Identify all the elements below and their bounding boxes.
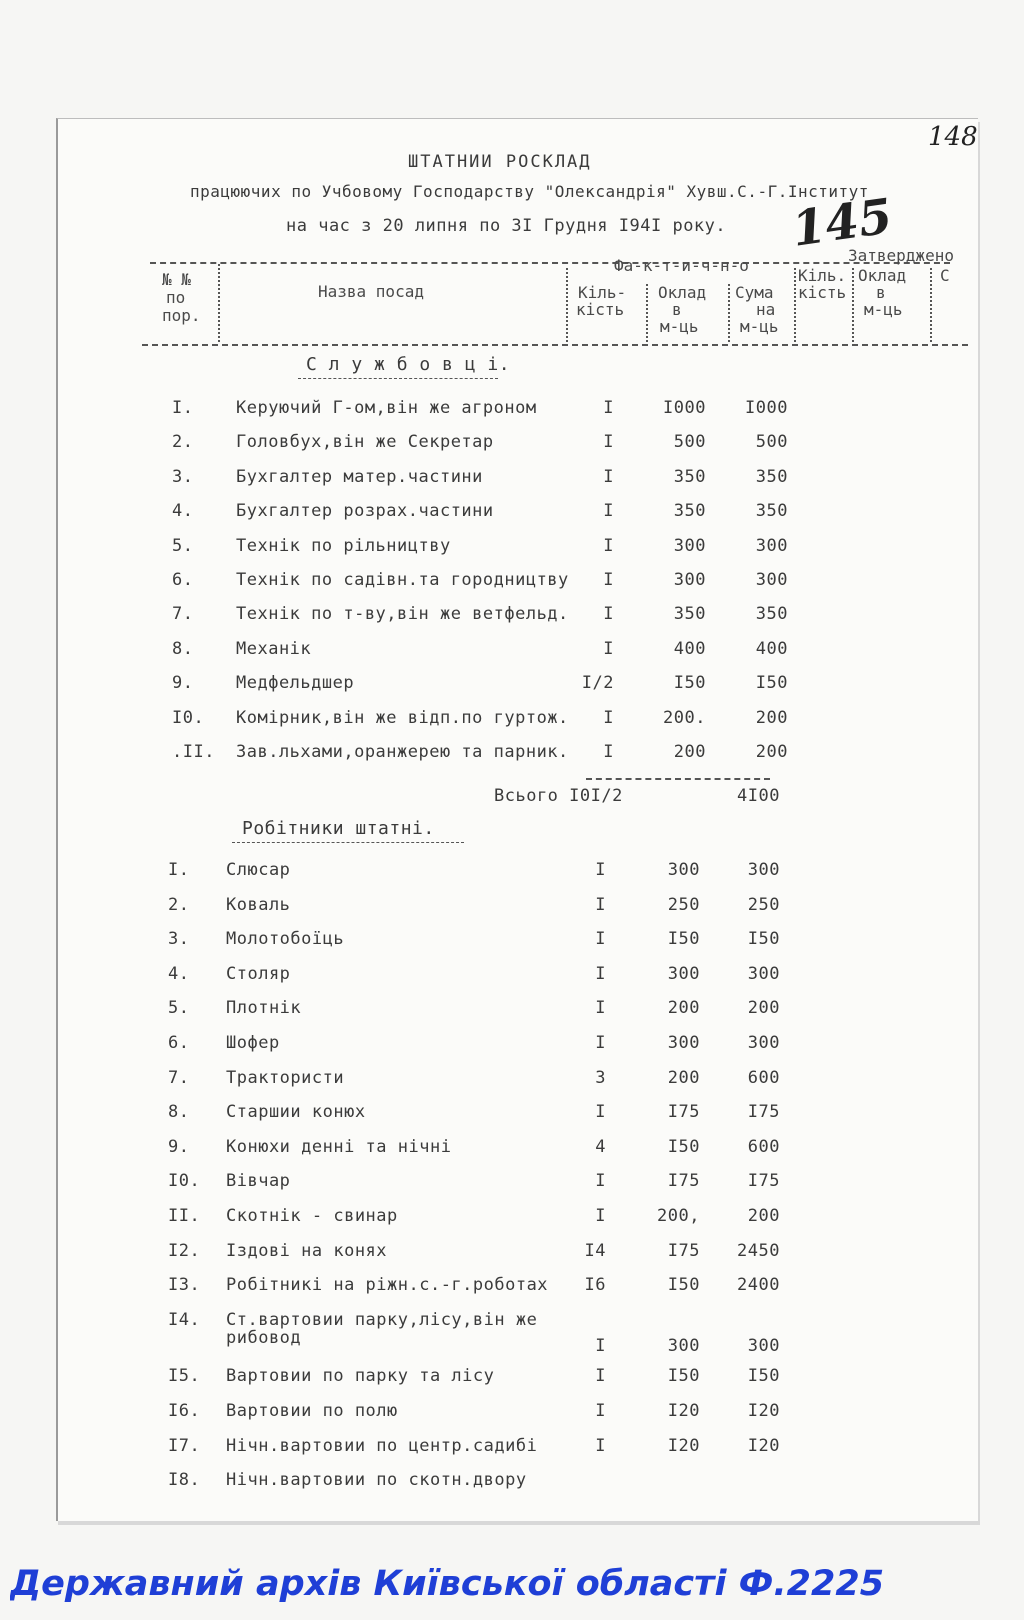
row-position-name: Головбух,він же Секретар bbox=[236, 432, 494, 453]
row-number: 5. bbox=[168, 998, 190, 1019]
row-position-name: Вівчар bbox=[226, 1171, 291, 1192]
row-sum: 300 bbox=[755, 535, 788, 556]
row-sum: I20 bbox=[747, 1435, 780, 1456]
row-sum: 200 bbox=[747, 1206, 780, 1226]
row-salary: 400 bbox=[673, 638, 706, 659]
row-number: I6. bbox=[168, 1401, 201, 1421]
section-title-workers: Робітники штатні. bbox=[242, 818, 435, 839]
row-number: I. bbox=[172, 398, 194, 418]
row-salary: 250 bbox=[667, 894, 700, 915]
row-sum: I50 bbox=[755, 673, 788, 694]
row-position-name: Робітникі на ріжн.с.-г.роботах bbox=[226, 1275, 549, 1296]
row-quantity: I bbox=[603, 604, 614, 625]
row-quantity: I bbox=[603, 742, 614, 762]
total-label: Всього I0I/2 bbox=[494, 786, 623, 806]
row-number: I0. bbox=[172, 707, 205, 728]
row-position-name: Технік по рільництву bbox=[236, 535, 451, 556]
row-quantity: I bbox=[603, 398, 614, 418]
col-divider bbox=[852, 268, 854, 342]
header-rule-top bbox=[150, 262, 950, 264]
row-position-name: Керуючий Г-ом,він же агроном bbox=[236, 398, 537, 418]
row-number: I. bbox=[168, 860, 190, 880]
archive-caption: Державний архів Київської області Ф.2225 bbox=[10, 1564, 885, 1604]
row-number: 3. bbox=[172, 466, 194, 487]
header-rule-bottom bbox=[142, 344, 968, 346]
row-salary: I50 bbox=[667, 1275, 700, 1296]
row-sum: 250 bbox=[747, 894, 780, 915]
row-sum: 350 bbox=[755, 501, 788, 522]
row-quantity: I bbox=[603, 570, 614, 590]
row-quantity: I6 bbox=[584, 1275, 606, 1296]
row-sum: 600 bbox=[747, 1136, 780, 1157]
row-position-name: Шофер bbox=[226, 1033, 280, 1053]
document-title: ШТАТНИИ РОСКЛАД bbox=[408, 152, 592, 172]
row-quantity: I bbox=[595, 929, 606, 950]
row-salary: I75 bbox=[667, 1171, 700, 1192]
row-number: I0. bbox=[168, 1171, 201, 1192]
row-quantity: I bbox=[595, 998, 606, 1019]
row-number: 7. bbox=[168, 1067, 190, 1088]
row-quantity: I bbox=[595, 894, 606, 915]
document-subtitle: працюючих по Учбовому Господарству "Олександрія" Хувш.С.-Г.Інститут bbox=[190, 182, 869, 201]
row-sum: 300 bbox=[747, 963, 780, 984]
row-position-name: Трактористи bbox=[226, 1067, 345, 1088]
row-number: I4. bbox=[168, 1309, 201, 1330]
row-number: I2. bbox=[168, 1240, 201, 1261]
row-sum: 2400 bbox=[737, 1275, 780, 1296]
row-position-name: Нічн.вартовии по скотн.двору bbox=[226, 1470, 527, 1491]
row-number: 5. bbox=[172, 535, 194, 556]
row-quantity: I bbox=[595, 1401, 606, 1421]
row-sum: I50 bbox=[747, 929, 780, 950]
row-salary: 350 bbox=[673, 466, 706, 487]
row-position-name: Бухгалтер матер.частини bbox=[236, 466, 483, 487]
row-position-name: Молотобоїць bbox=[226, 929, 345, 950]
row-salary: 500 bbox=[673, 432, 706, 453]
header-actual-group: Фа-к-т-и-ч-н-о bbox=[614, 256, 749, 275]
row-quantity: I bbox=[603, 638, 614, 659]
row-position-name: Ст.вартовии парку,лісу,він же bbox=[226, 1309, 538, 1330]
row-number: 8. bbox=[168, 1102, 190, 1123]
row-salary: 300 bbox=[667, 860, 700, 880]
col-divider bbox=[728, 284, 730, 342]
row-position-name: Іздові на конях bbox=[226, 1240, 388, 1261]
row-position-name: Столяр bbox=[226, 963, 291, 984]
row-position-name-cont: рибовод bbox=[226, 1327, 302, 1348]
row-position-name: Технік по т-ву,він же ветфельд. bbox=[236, 604, 569, 625]
row-salary: 300 bbox=[667, 1033, 700, 1053]
row-position-name: Бухгалтер розрах.частини bbox=[236, 501, 494, 522]
total-rule bbox=[586, 778, 770, 780]
row-sum: 200 bbox=[755, 707, 788, 728]
row-position-name: Коваль bbox=[226, 894, 291, 915]
row-number: 6. bbox=[168, 1033, 190, 1053]
row-quantity: I bbox=[595, 1435, 606, 1456]
row-position-name: Вартовии по парку та лісу bbox=[226, 1366, 495, 1387]
row-salary: I000 bbox=[663, 398, 706, 418]
row-salary: I50 bbox=[667, 1136, 700, 1157]
row-quantity: I bbox=[595, 1102, 606, 1123]
header-position-name: Назва посад bbox=[318, 282, 424, 301]
row-number: II. bbox=[168, 1206, 201, 1226]
total-sum: 4I00 bbox=[737, 786, 780, 806]
row-quantity: I/2 bbox=[581, 673, 614, 694]
row-sum: I000 bbox=[745, 398, 788, 418]
row-quantity: I bbox=[595, 1335, 606, 1356]
row-number: 9. bbox=[168, 1136, 190, 1157]
row-position-name: Технік по садівн.та городництву bbox=[236, 570, 569, 590]
header-sum-1: Сума bbox=[735, 283, 774, 302]
row-sum: I75 bbox=[747, 1102, 780, 1123]
row-quantity: 4 bbox=[595, 1136, 606, 1157]
row-sum: 300 bbox=[755, 570, 788, 590]
row-sum: I20 bbox=[747, 1401, 780, 1421]
section-underline bbox=[298, 378, 498, 379]
section-underline bbox=[232, 842, 464, 843]
col-divider bbox=[218, 264, 220, 342]
row-quantity: I bbox=[595, 1206, 606, 1226]
row-salary: I50 bbox=[667, 929, 700, 950]
header-appr-salary-3: м-ць bbox=[864, 300, 903, 319]
row-number: 3. bbox=[168, 929, 190, 950]
row-sum: 2450 bbox=[737, 1240, 780, 1261]
header-sum-2: на bbox=[756, 300, 776, 319]
row-salary: I20 bbox=[667, 1401, 700, 1421]
header-appr-qty-2: кість bbox=[798, 283, 847, 302]
row-salary: I50 bbox=[667, 1366, 700, 1387]
sheet-number-handwritten: 145 bbox=[788, 188, 896, 258]
row-position-name: Медфельдшер bbox=[236, 673, 355, 694]
header-qty-1: Кіль- bbox=[578, 283, 627, 302]
row-position-name: Конюхи денні та нічні bbox=[226, 1136, 452, 1157]
row-salary: 300 bbox=[667, 1335, 700, 1356]
row-number: 2. bbox=[172, 432, 194, 453]
row-number: 7. bbox=[172, 604, 194, 625]
header-qty-2: кість bbox=[576, 300, 625, 319]
row-position-name: Зав.льхами,оранжерею та парник. bbox=[236, 742, 569, 762]
row-number: 4. bbox=[168, 963, 190, 984]
row-number: I8. bbox=[168, 1470, 201, 1491]
row-sum: 200 bbox=[747, 998, 780, 1019]
header-sum-3: м-ць bbox=[740, 317, 779, 336]
row-sum: 400 bbox=[755, 638, 788, 659]
header-salary-1: Оклад bbox=[658, 283, 707, 302]
row-position-name: Механік bbox=[236, 638, 312, 659]
document-period: на час з 20 липня по 3I Грудня I94I року. bbox=[286, 216, 727, 236]
row-salary: 300 bbox=[673, 570, 706, 590]
header-num-3: пор. bbox=[162, 306, 201, 325]
header-num-1: № № bbox=[162, 270, 191, 289]
row-sum: I50 bbox=[747, 1366, 780, 1387]
row-quantity: I bbox=[603, 501, 614, 522]
row-position-name: Комірник,він же відп.по гуртож. bbox=[236, 707, 569, 728]
row-sum: 300 bbox=[747, 1335, 780, 1356]
row-quantity: 3 bbox=[595, 1067, 606, 1088]
row-number: I7. bbox=[168, 1435, 201, 1456]
row-salary: 200. bbox=[663, 707, 706, 728]
row-quantity: I bbox=[603, 432, 614, 453]
row-salary: 200, bbox=[657, 1206, 700, 1226]
row-number: 9. bbox=[172, 673, 194, 694]
row-number: 8. bbox=[172, 638, 194, 659]
row-salary: 350 bbox=[673, 501, 706, 522]
row-salary: I20 bbox=[667, 1435, 700, 1456]
row-number: .II. bbox=[172, 742, 215, 762]
row-quantity: I bbox=[595, 1033, 606, 1053]
col-divider bbox=[646, 284, 648, 342]
row-quantity: I bbox=[595, 1171, 606, 1192]
row-salary: 350 bbox=[673, 604, 706, 625]
row-sum: 600 bbox=[747, 1067, 780, 1088]
row-sum: 300 bbox=[747, 860, 780, 880]
row-position-name: Нічн.вартовии по центр.садибі bbox=[226, 1435, 538, 1456]
row-salary: 300 bbox=[673, 535, 706, 556]
row-number: I5. bbox=[168, 1366, 201, 1387]
row-quantity: I bbox=[603, 535, 614, 556]
row-sum: 300 bbox=[747, 1033, 780, 1053]
row-quantity: I4 bbox=[584, 1240, 606, 1261]
col-divider bbox=[930, 268, 932, 342]
row-salary: 200 bbox=[667, 998, 700, 1019]
row-quantity: I bbox=[595, 1366, 606, 1387]
header-salary-3: м-ць bbox=[660, 317, 699, 336]
row-sum: 500 bbox=[755, 432, 788, 453]
row-salary: 200 bbox=[673, 742, 706, 762]
row-number: 2. bbox=[168, 894, 190, 915]
row-quantity: I bbox=[603, 707, 614, 728]
header-appr-salary-2: в bbox=[876, 283, 886, 302]
row-quantity: I bbox=[595, 860, 606, 880]
row-salary: I75 bbox=[667, 1240, 700, 1261]
row-number: I3. bbox=[168, 1275, 201, 1296]
row-salary: 300 bbox=[667, 963, 700, 984]
row-sum: I75 bbox=[747, 1171, 780, 1192]
row-quantity: I bbox=[595, 963, 606, 984]
header-appr-salary-1: Оклад bbox=[858, 266, 907, 285]
header-appr-qty-1: Кіль. bbox=[798, 266, 847, 285]
row-salary: 200 bbox=[667, 1067, 700, 1088]
header-appr-extra: С bbox=[940, 266, 950, 285]
row-sum: 350 bbox=[755, 466, 788, 487]
header-approved-group: Затверджено bbox=[848, 246, 954, 265]
row-position-name: Слюсар bbox=[226, 860, 291, 880]
sheet-number-top: 148 bbox=[928, 122, 978, 152]
row-salary: I50 bbox=[673, 673, 706, 694]
col-divider bbox=[794, 268, 796, 342]
row-position-name: Старшии конюх bbox=[226, 1102, 366, 1123]
row-quantity: I bbox=[603, 466, 614, 487]
row-number: 4. bbox=[172, 501, 194, 522]
row-position-name: Плотнік bbox=[226, 998, 302, 1019]
row-position-name: Скотнік - свинар bbox=[226, 1206, 398, 1226]
section-title-employees: С л у ж б о в ц і. bbox=[306, 354, 511, 375]
row-salary: I75 bbox=[667, 1102, 700, 1123]
row-position-name: Вартовии по полю bbox=[226, 1401, 398, 1421]
header-num-2: по bbox=[166, 288, 186, 307]
row-number: 6. bbox=[172, 570, 194, 590]
row-sum: 350 bbox=[755, 604, 788, 625]
row-sum: 200 bbox=[755, 742, 788, 762]
header-salary-2: в bbox=[672, 300, 682, 319]
col-divider bbox=[566, 268, 568, 342]
